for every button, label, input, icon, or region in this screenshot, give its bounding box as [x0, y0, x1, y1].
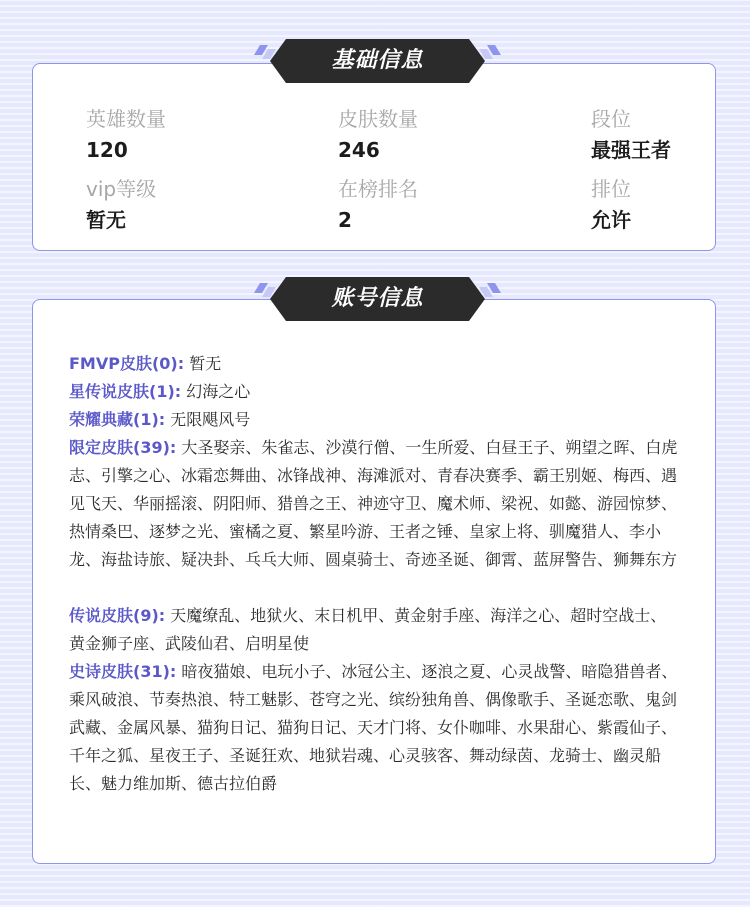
- stat-vip-level: [86, 176, 156, 233]
- stat-label: vip等级: [86, 177, 157, 201]
- category-items: 暗夜猫娘、电玩小子、冰冠公主、逐浪之夏、心灵战警、暗隐猎兽者、乘风破浪、节奏热浪、特工魅影、苍穹之光、缤纷独角兽、偶像歌手、圣诞恋歌、鬼剑武藏、金属风暴、猫狗日记、猫狗日记、天才门将、女仆咖啡、水果甜心、紫霞仙子、千年之狐、星夜王子、圣诞狂欢、地狱岩魂、心灵骇客、舞动绿茵、龙骑士、幽灵船长、魅力维加斯、德古拉伯爵: [69, 662, 678, 793]
- stat-skin-count: [338, 106, 418, 163]
- category-label: FMVP皮肤(0):: [69, 354, 185, 373]
- stat-label: 在榜排名: [338, 177, 418, 201]
- category-label: 传说皮肤(9):: [69, 606, 166, 625]
- skin-category-star-legend: [69, 378, 681, 406]
- stat-rank-tier: [591, 106, 671, 163]
- stat-label: 皮肤数量: [338, 107, 418, 131]
- account-info-card: [32, 299, 716, 864]
- section-title-label: 账号信息: [331, 286, 424, 311]
- skin-category-limited: [69, 434, 681, 574]
- stat-label: 英雄数量: [86, 107, 166, 131]
- category-items: 无限飓风号: [170, 410, 251, 429]
- section-title-basic: [250, 37, 505, 85]
- stat-value: 246: [338, 138, 380, 162]
- stat-value: 暂无: [86, 208, 126, 232]
- stat-ranked-mode: [591, 176, 631, 233]
- category-items: 天魔缭乱、地狱火、末日机甲、黄金射手座、海洋之心、超时空战士、黄金狮子座、武陵仙君、启明星使: [69, 606, 667, 653]
- skin-category-legend: [69, 602, 681, 658]
- category-label: 史诗皮肤(31):: [69, 662, 177, 681]
- category-items: 幻海之心: [186, 382, 251, 401]
- spacer: [69, 574, 681, 602]
- skin-category-glory-collection: [69, 406, 681, 434]
- stat-label: 段位: [591, 107, 631, 131]
- stat-hero-count: [86, 106, 166, 163]
- category-label: 荣耀典藏(1):: [69, 410, 166, 429]
- category-items: 暂无: [189, 354, 222, 373]
- stat-label: 排位: [591, 177, 631, 201]
- basic-info-card: [32, 63, 716, 251]
- section-title-label: 基础信息: [331, 48, 424, 73]
- stat-value: 120: [86, 138, 128, 162]
- category-label: 星传说皮肤(1):: [69, 382, 182, 401]
- category-label: 限定皮肤(39):: [69, 438, 177, 457]
- skin-category-fmvp: [69, 350, 681, 378]
- skin-list: [69, 350, 681, 798]
- stat-leaderboard-rank: [338, 176, 418, 233]
- section-title-account: [250, 275, 505, 323]
- stat-value: 2: [338, 208, 352, 232]
- category-items: 大圣娶亲、朱雀志、沙漠行僧、一生所爱、白昼王子、朔望之晖、白虎志、引擎之心、冰霜恋舞曲、冰锋战神、海滩派对、青春决赛季、霸王别姬、梅西、遇见飞天、华丽摇滚、阴阳师、猎兽之王、神迹守卫、魔术师、梁祝、如懿、游园惊梦、热情桑巴、逐梦之光、蜜橘之夏、繁星吟游、王者之锤、皇家上将、驯魔猎人、李小龙、海盐诗旅、疑决卦、乓乓大师、圆桌骑士、奇迹圣诞、御霄、蓝屏警告、狮舞东方: [69, 438, 678, 569]
- stat-value: 允许: [591, 208, 631, 232]
- stat-value: 最强王者: [591, 138, 671, 162]
- skin-category-epic: [69, 658, 681, 798]
